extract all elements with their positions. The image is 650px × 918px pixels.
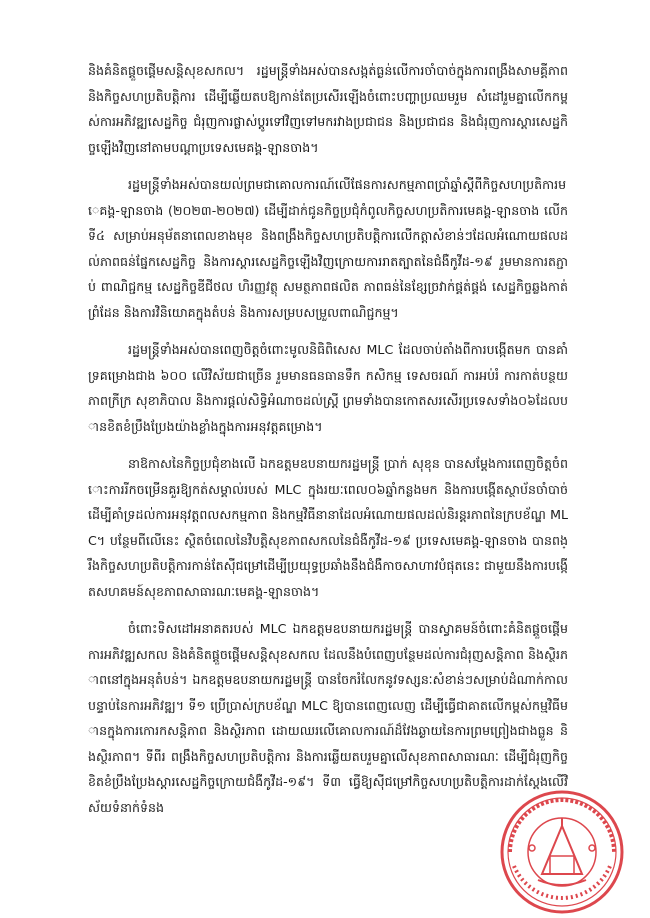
paragraph-2: រដ្ឋមន្ត្រីទាំងអស់បានយល់ព្រមជាគោលការណ៍លើផែនការសកម្មភាពប្រាំឆ្នាំស្តីពីកិច្ចសហប្រតិការមេគង្គ-ឡានចាង (២០២៣-២០២៧) ដើម្បីដាក់ជូនកិច្ចប្រជុំកំពូលកិច្ចសហប្រតិការមេគង្គ-ឡានចាង លើកទី៤ សម្រាប់អនុម័តនាពេលខាងមុខ និងពង្រឹងកិច្ចសហប្រតិបត្តិការលើកត្តាសំខាន់ៗដែលអំណោយផលដល់ភាពធន់ផ្នែកសេដ្ឋកិច្ច និងការស្តារសេដ្ឋកិច្ចឡើងវិញក្រោយការរាតត្បាតនៃជំងឺកូវីដ-១៩ រួមមានការតភ្ជាប់ ពាណិជ្ជកម្ម សេដ្ឋកិច្ចឌីជីថល ហិរញ្ញវត្ថុ សមត្ថភាពផលិត ភាពធន់នៃខ្សែច្រវាក់ផ្គត់ផ្គង់ សេដ្ឋកិច្ចឆ្លងកាត់ព្រំដែន និងការវិនិយោគក្នុងតំបន់ និងការសម្របសម្រួលពាណិជ្ជកម្ម។ <box>88 177 568 320</box>
paragraph-1: និងគំនិតផ្តួចផ្តើមសន្តិសុខសកល។ រដ្ឋមន្ត្រីទាំងអស់បានសង្កត់ធ្ងន់លើការចាំបាច់ក្នុងការពង្រឹងសាមគ្គីភាព និងកិច្ចសហប្រតិបត្តិការ ដើម្បីឆ្លើយតបឱ្យកាន់តែប្រសើរឡើងចំពោះបញ្ហាប្រឈមរួម សំដៅរួមគ្នាលើកកម្ពស់ការអភិវឌ្ឍសេដ្ឋកិច្ច ជំរុញការផ្លាស់ប្តូរទៅវិញទៅមករវាងប្រជាជន និងប្រជាជន និងជំរុញការស្តារសេដ្ឋកិច្ចឡើងវិញនៅតាមបណ្តាប្រទេសមេគង្គ-ឡានចាង។ <box>88 63 568 155</box>
ministry-seal-icon <box>480 782 630 914</box>
document-body <box>88 58 568 832</box>
paragraph-3: រដ្ឋមន្ត្រីទាំងអស់បានពេញចិត្តចំពោះមូលនិធិពិសេស MLC ដែលចាប់តាំងពីការបង្កើតមក បានគាំទ្រគម្រោងជាង ៦០០ លើវិស័យជាច្រើន រួមមានធនធានទឹក កសិកម្ម ទេសចរណ៍ ការអប់រំ ការកាត់បន្ថយភាពក្រីក្រ សុខាភិបាល និងការផ្តល់សិទ្ធិអំណាចដល់ស្ត្រី ព្រមទាំងបានកោតសរសើរប្រទេសទាំង០៦ដែលបានខិតខំប្រឹងប្រែងយ៉ាងខ្លាំងក្នុងការអនុវត្តគម្រោង។ <box>88 342 568 434</box>
paragraph-4: នាឱកាសនៃកិច្ចប្រជុំខាងលើ ឯកឧត្តមឧបនាយករដ្ឋមន្ត្រី ប្រាក់ សុខុន បានសម្តែងការពេញចិត្តចំពោះការរីកចម្រើនគួរឱ្យកត់សម្គាល់របស់ MLC ក្នុងរយៈពេល០៦ឆ្នាំកន្លងមក និងការបង្កើតស្ថាប័នចាំបាច់ដើម្បីគាំទ្រដល់ការអនុវត្តពលសកម្មភាព និងកម្មវិធីនានាដែលអំណោយផលដល់និរន្តរភាពនៃក្របខ័ណ្ឌ MLC។ បន្ថែមពីលើនេះ ស្ថិតចំពេលនៃវិបត្តិសុខភាពសកលនៃជំងឺកូវីដ-១៩ ប្រទេសមេគង្គ-ឡានចាង បានពង្រឹងកិច្ចសហប្រតិបត្តិការកាន់តែស៊ីជម្រៅដើម្បីប្រយុទ្ធប្រឆាំងនឹងជំងឺកាចសាហាវបំផុតនេះ ជាមួយនឹងការបង្កើតសហគមន៍សុខភាពសាធារណៈមេគង្គ-ឡានចាង។ <box>88 456 568 599</box>
paragraph-5: ចំពោះទិសដៅអនាគតរបស់ MLC ឯកឧត្តមឧបនាយករដ្ឋមន្ត្រី បានស្វាគមន៍ចំពោះគំនិតផ្តួចផ្តើមការអភិវឌ្ឍសកល និងគំនិតផ្តួចផ្តើមសន្តិសុខសកល ដែលនឹងបំពេញបន្ថែមដល់ការជំរុញសន្តិភាព និងស្ថិរភាពនៅក្នុងអនុតំបន់។ ឯកឧត្តមឧបនាយករដ្ឋមន្ត្រី បានចែករំលែកនូវទស្សនៈសំខាន់ៗសម្រាប់ដំណាក់កាលបន្ទាប់នៃការអភិវឌ្ឍ។ ទី១ ប្រើប្រាស់ក្របខ័ណ្ឌ MLC ឱ្យបានពេញលេញ ដើម្បីធ្វើជាគាតលើកម្ពស់កម្មវិធីមានក្នុងការកោរកសន្តិភាព និងស្ថិរភាព ដោយឈរលើគោលការណ៍ដ៏វែងឆ្ងាយនៃការព្រមព្រៀងជាងធ្លួន និងស្ថិរភាព។ ទីពីរ ពង្រឹងកិច្ចសហប្រតិបត្តិការ និងការឆ្លើយតបរួមគ្នាលើសុខភាពសាធារណៈ ដើម្បីជំរុញកិច្ចខិតខំប្រឹងប្រែងស្តារសេដ្ឋកិច្ចក្រោយជំងឺកូវីដ-១៩។ ទី៣ ធ្វើឱ្យស៊ីជម្រៅកិច្ចសហប្រតិបត្តិការដាក់ស្តែងលើវិស័យទំនាក់ទំនង <box>88 621 568 815</box>
